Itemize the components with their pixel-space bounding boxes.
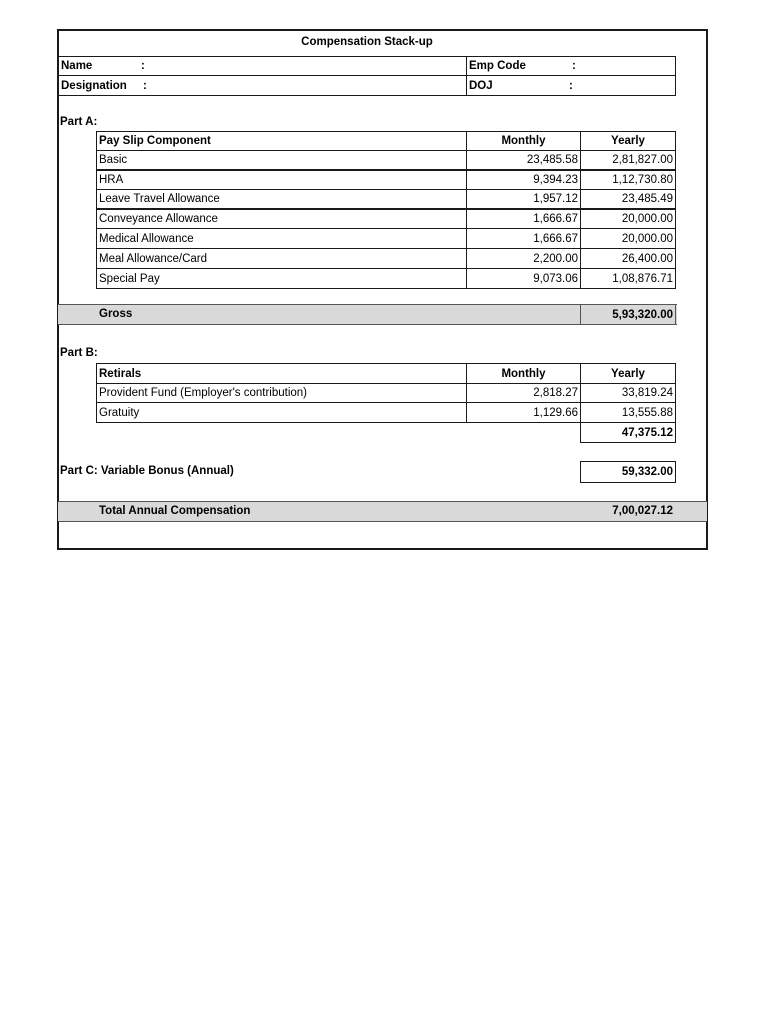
yearly-value: 23,485.49	[580, 189, 676, 209]
designation-colon: :	[143, 79, 147, 92]
monthly-value: 2,818.27	[466, 383, 581, 403]
doj-label: DOJ	[469, 79, 493, 92]
designation-label: Designation	[61, 79, 127, 92]
retiral-name: Gratuity	[96, 402, 467, 423]
part-b-header-component: Retirals	[96, 363, 467, 384]
emp-code-label: Emp Code	[469, 60, 526, 72]
gross-value: 5,93,320.00	[580, 304, 676, 325]
component-name: Basic	[96, 150, 467, 170]
part-b-label: Part B:	[60, 347, 98, 359]
yearly-value: 20,000.00	[580, 209, 676, 229]
sheet-title: Compensation Stack-up	[301, 36, 433, 48]
part-a-header-component: Pay Slip Component	[96, 131, 467, 151]
name-label-cell	[58, 56, 467, 76]
part-a-label: Part A:	[60, 116, 98, 128]
name-label: Name	[61, 60, 93, 72]
yearly-value: 20,000.00	[580, 228, 676, 249]
yearly-value: 33,819.24	[580, 383, 676, 403]
component-name: Special Pay	[96, 268, 467, 289]
component-name: Conveyance Allowance	[96, 209, 467, 229]
monthly-value: 23,485.58	[466, 150, 581, 170]
component-name: Leave Travel Allowance	[96, 189, 467, 209]
part-b-header-monthly: Monthly	[466, 363, 581, 384]
retiral-name: Provident Fund (Employer's contribution)	[96, 383, 467, 403]
component-name: Medical Allowance	[96, 228, 467, 249]
doj-colon: :	[569, 79, 573, 92]
part-c-value: 59,332.00	[580, 461, 676, 483]
monthly-value: 1,129.66	[466, 402, 581, 423]
monthly-value: 9,394.23	[466, 170, 581, 190]
part-b-total: 47,375.12	[580, 422, 676, 443]
part-b-header-yearly: Yearly	[580, 363, 676, 384]
part-a-header-yearly: Yearly	[580, 131, 676, 151]
yearly-value: 1,12,730.80	[580, 170, 676, 190]
yearly-value: 26,400.00	[580, 248, 676, 269]
monthly-value: 1,957.12	[466, 189, 581, 209]
total-value: 7,00,027.12	[612, 505, 673, 517]
part-a-header-monthly: Monthly	[466, 131, 581, 151]
name-colon: :	[141, 60, 145, 72]
yearly-value: 13,555.88	[580, 402, 676, 423]
monthly-value: 1,666.67	[466, 228, 581, 249]
emp-code-label-cell	[466, 56, 676, 76]
yearly-value: 1,08,876.71	[580, 268, 676, 289]
component-name: Meal Allowance/Card	[96, 248, 467, 269]
gross-label: Gross	[99, 308, 133, 320]
monthly-value: 1,666.67	[466, 209, 581, 229]
doj-label-cell	[466, 75, 676, 96]
part-c-label: Part C: Variable Bonus (Annual)	[60, 465, 234, 477]
monthly-value: 2,200.00	[466, 248, 581, 269]
emp-code-colon: :	[572, 60, 576, 72]
total-label: Total Annual Compensation	[99, 505, 251, 517]
designation-label-cell	[58, 75, 467, 96]
component-name: HRA	[96, 170, 467, 190]
yearly-value: 2,81,827.00	[580, 150, 676, 170]
monthly-value: 9,073.06	[466, 268, 581, 289]
